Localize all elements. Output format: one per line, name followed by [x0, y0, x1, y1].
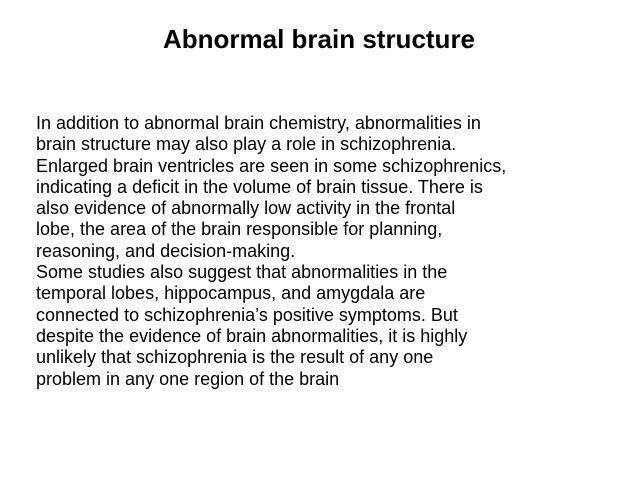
slide-title: Abnormal brain structure [162, 24, 476, 54]
body-line: connected to schizophrenia’s positive symptoms. But [36, 304, 458, 325]
body-line: temporal lobes, hippocampus, and amygdala are [36, 283, 426, 304]
body-line: indicating a deficit in the volume of brain tissue. There is [36, 176, 483, 197]
body-line: reasoning, and decision-making. [36, 240, 296, 261]
body-line: also evidence of abnormally low activity in the frontal [36, 198, 456, 219]
slide-body [36, 113, 608, 390]
body-line: Enlarged brain ventricles are seen in some schizophrenics, [36, 155, 507, 176]
body-line: In addition to abnormal brain chemistry, abnormalities in [36, 113, 481, 133]
body-line: lobe, the area of the brain responsible for planning, [36, 219, 443, 240]
body-line: despite the evidence of brain abnormalities, it is highly [36, 325, 468, 346]
body-line: Some studies also suggest that abnormalities in the [36, 262, 448, 283]
body-line: brain structure may also play a role in schizophrenia. [36, 134, 457, 155]
body-line: unlikely that schizophrenia is the result of any one [36, 347, 434, 368]
body-line: problem in any one region of the brain [36, 368, 340, 389]
